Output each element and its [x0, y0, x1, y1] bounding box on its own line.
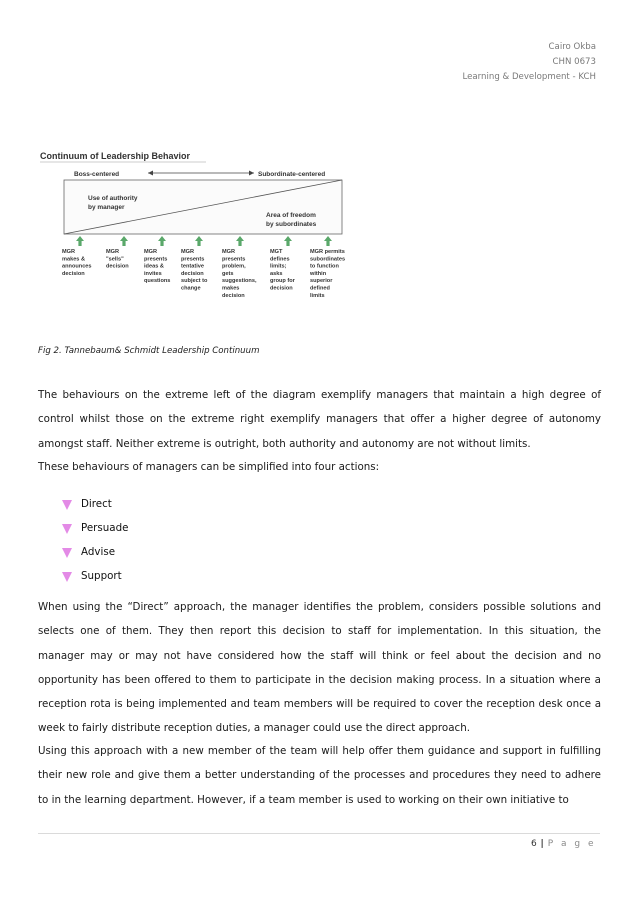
triangle-bullet-icon: [62, 548, 72, 558]
column-label-line: questions: [144, 278, 171, 285]
column-label-line: invites: [144, 270, 162, 277]
subordinate-centered-label: Subordinate-centered: [258, 171, 326, 178]
list-item: [62, 492, 128, 516]
paragraph-2-text: These behaviours of managers can be simplified into four actions:: [38, 461, 380, 473]
column-label-line: announces: [62, 263, 92, 270]
footer-divider: [38, 833, 600, 834]
triangle-bullet-icon: [62, 572, 72, 582]
up-arrow-icon: [236, 236, 244, 246]
authority-label-line2: by manager: [88, 204, 125, 211]
body-paragraph-2: [38, 455, 601, 479]
leadership-continuum-diagram: [36, 148, 346, 308]
page-footer: [531, 839, 596, 849]
column-label-line: superior: [310, 278, 333, 285]
column-label-line: ideas &: [144, 263, 164, 270]
column-label-line: decision: [106, 263, 129, 270]
actions-list: [62, 492, 128, 588]
column-label-line: "sells": [106, 256, 124, 263]
triangle-bullet-icon: [62, 524, 72, 534]
column-label-line: MGT: [270, 249, 283, 255]
column-label-line: makes &: [62, 256, 86, 263]
header-author: Cairo Okba: [548, 42, 596, 52]
column-label-line: asks: [270, 270, 283, 277]
action-label: Direct: [81, 498, 112, 510]
page-word: P a g e: [547, 839, 596, 849]
freedom-label-line1: Area of freedom: [266, 212, 316, 219]
column-label-line: problem,: [222, 263, 246, 270]
column-label-line: MGR permits: [310, 249, 345, 255]
list-item: [62, 564, 128, 588]
column-label-line: change: [181, 285, 201, 292]
list-item: [62, 516, 128, 540]
column-label-line: defines: [270, 256, 290, 263]
arrow-right-head: [249, 171, 254, 176]
paragraph-4-text: Using this approach with a new member of the team will help offer them guidance and support in fulfilling their new role and give them a better understanding of the processes and procedures they need to adhere to in the learning department. However, if a team member is used to working on their own initiative to: [38, 745, 601, 806]
column-label-line: tentative: [181, 263, 205, 270]
column-label-line: decision: [181, 270, 204, 277]
triangle-bullet-icon: [62, 500, 72, 510]
list-item: [62, 540, 128, 564]
authority-label-line1: Use of authority: [88, 195, 138, 202]
page-header: [462, 40, 596, 85]
column-label-line: within: [310, 270, 327, 277]
paragraph-3-text: When using the “Direct” approach, the manager identifies the problem, considers possible solutions and selects one of them. They then report this decision to staff for implementation. In this situation, the manager may or may not have considered how the staff will think or feel about the decision and no opportunity has been offered to them to participate in the decision making process. In a situation where a reception rota is being implemented and team members will be required to cover the reception desk once a week to fairly distribute reception duties, a manager could use the direct approach.: [38, 601, 601, 735]
column-label-line: to function: [310, 263, 339, 270]
body-paragraph-3: [38, 595, 601, 741]
up-arrow-icon: [324, 236, 332, 246]
column-label-line: decision: [222, 292, 245, 299]
figure-caption: Fig 2. Tannebaum& Schmidt Leadership Continuum: [38, 346, 260, 356]
arrow-left-head: [148, 171, 153, 176]
behavior-columns: [62, 236, 345, 299]
column-label-line: gets: [222, 270, 234, 277]
up-arrow-icon: [76, 236, 84, 246]
column-label-line: decision: [270, 285, 293, 292]
header-department: Learning & Development - KCH: [462, 72, 596, 82]
column-label-line: limits;: [270, 263, 287, 270]
up-arrow-icon: [195, 236, 203, 246]
column-label-line: MGR: [144, 249, 158, 255]
footer-separator: |: [540, 839, 545, 849]
up-arrow-icon: [284, 236, 292, 246]
page-number: 6: [530, 839, 538, 849]
column-label-line: subordinates: [310, 256, 346, 263]
freedom-label-line2: by subordinates: [266, 221, 317, 228]
column-label-line: makes: [222, 285, 240, 292]
column-label-line: presents: [222, 256, 246, 263]
up-arrow-icon: [120, 236, 128, 246]
header-code: CHN 0673: [552, 57, 596, 67]
column-label-line: group for: [270, 278, 295, 285]
action-label: Persuade: [81, 522, 129, 534]
column-label-line: MGR: [62, 249, 76, 255]
column-label-line: defined: [310, 285, 330, 292]
up-arrow-icon: [158, 236, 166, 246]
leadership-continuum-figure: [36, 148, 346, 308]
body-paragraph-1: [38, 383, 601, 456]
column-label-line: presents: [181, 256, 205, 263]
column-label-line: subject to: [181, 278, 208, 285]
action-label: Support: [81, 570, 122, 582]
column-label-line: MGR: [222, 249, 236, 255]
body-paragraph-4: [38, 739, 601, 812]
column-label-line: limits: [310, 292, 325, 299]
figure-title: Continuum of Leadership Behavior: [40, 151, 191, 161]
action-label: Advise: [81, 546, 116, 558]
paragraph-1-text: The behaviours on the extreme left of the diagram exemplify managers that maintain a high degree of control whilst those on the extreme right exemplify managers that offer a higher degree of autonomy amongst staff. Neither extreme is outright, both authority and autonomy are not without limits.: [38, 389, 601, 450]
column-label-line: decision: [62, 270, 85, 277]
column-label-line: suggestions,: [222, 278, 257, 285]
column-label-line: MGR: [106, 249, 120, 255]
boss-centered-label: Boss-centered: [74, 171, 120, 178]
column-label-line: MGR: [181, 249, 195, 255]
column-label-line: presents: [144, 256, 168, 263]
